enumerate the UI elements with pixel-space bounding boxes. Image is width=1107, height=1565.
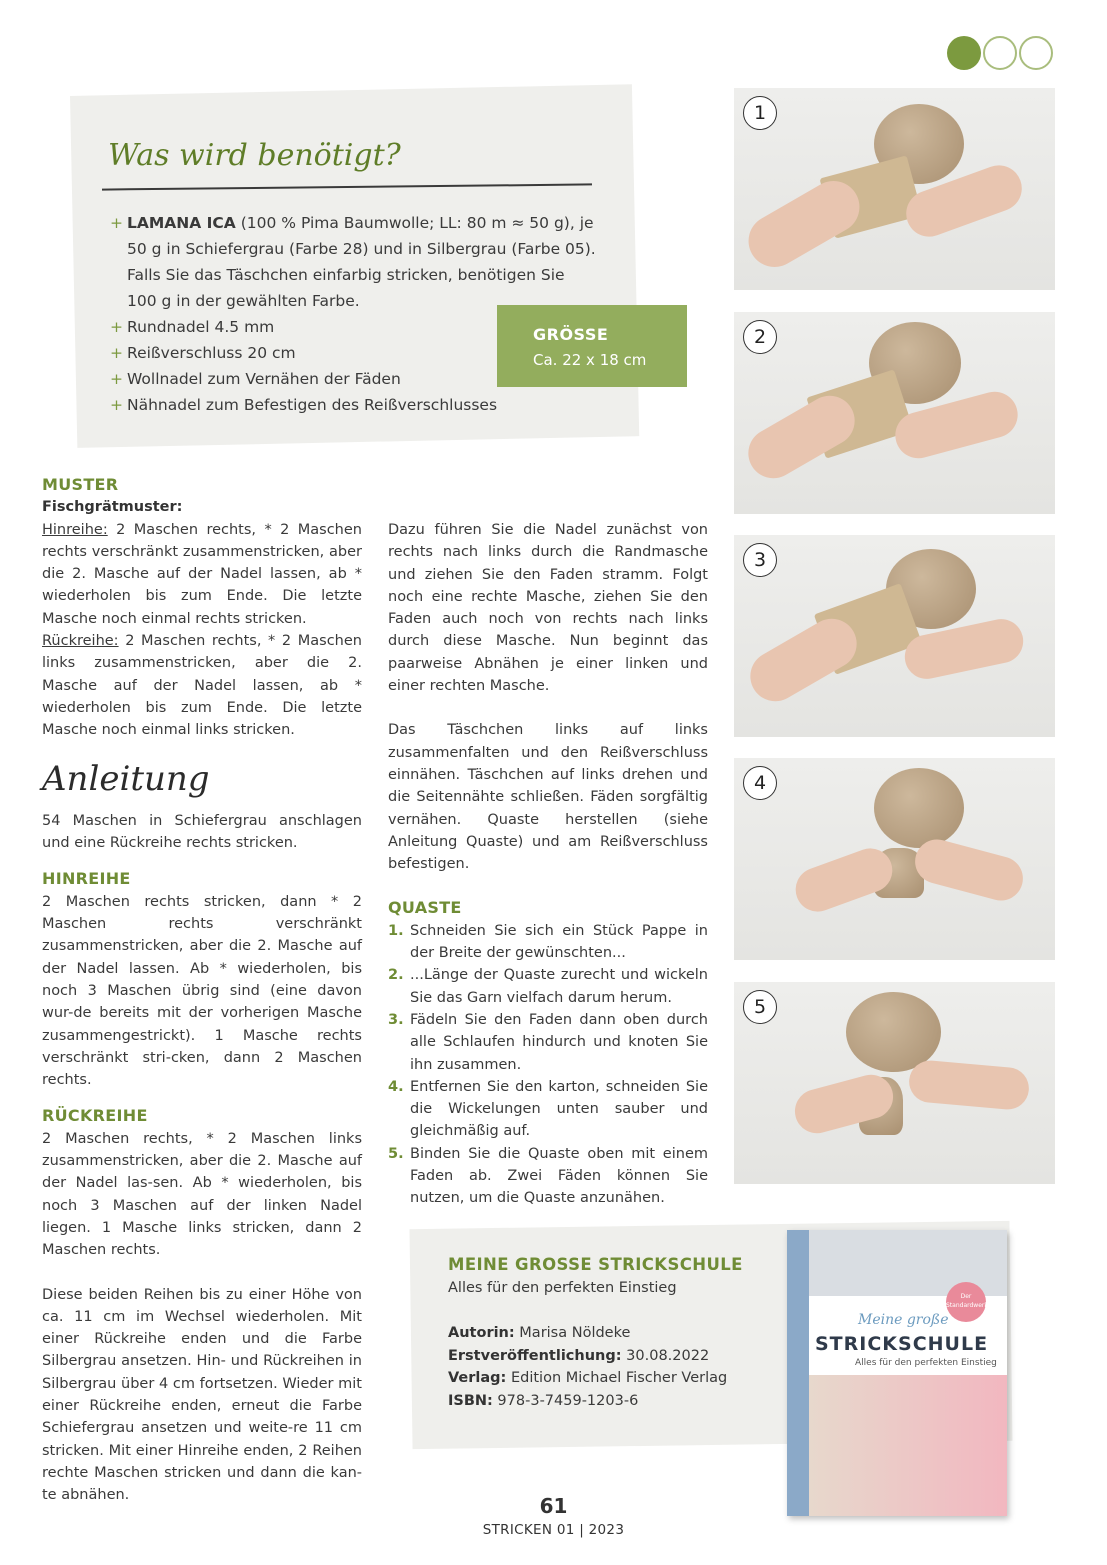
list-item: + Wollnadel zum Vernähen der Fäden [110,366,620,392]
rueckreihe-heading: RÜCKREIHE [42,1106,148,1126]
yarn-ball-image [874,768,964,848]
yarn-ball-icons [947,36,1053,70]
list-item: 1. Schneiden Sie sich ein Stück Pappe in der Breite der gewünschten... [388,922,708,962]
book-title: MEINE GROSSE STRICKSCHULE [448,1255,743,1274]
list-item: + Rundnadel 4.5 mm [110,314,620,340]
anleitung-intro: 54 Maschen in Schiefergrau anschlagen und eine Rückreihe rechts stricken. [42,812,362,852]
anleitung-title: Anleitung [42,758,210,799]
step-number: 2 [743,320,777,354]
page-number: 61 [539,1494,568,1518]
size-badge [497,305,687,387]
step-photo-5 [734,982,1055,1184]
step-number: 5 [743,990,777,1024]
book-metadata [448,1322,727,1412]
list-item: 4. Entfernen Sie den karton, schneiden Sie die Wickelungen unten sauber und gleichmäßig auf. [388,1078,708,1140]
book-isbn: ISBN: 978-3-7459-1203-6 [448,1392,639,1409]
list-item: 2. ...Länge der Quaste zurecht und wickeln Sie das Garn vielfach darum herum. [388,967,708,1006]
book-cover [787,1230,1007,1516]
rueckreihe-pattern: Rückreihe: 2 Maschen rechts, * 2 Maschen links zusammenstricken, aber die 2. Masche auf der Nadel lassen, ab * wiederholen bis zum Ende. Die letzte Masche noch einmal links stricken. [42,633,362,739]
hand-image [739,171,869,276]
step-photo-2 [734,312,1055,514]
muster-heading: MUSTER [42,475,119,494]
muster-subheading: Fischgrätmuster: [42,499,183,516]
size-value: Ca. 22 x 18 cm [533,351,647,369]
cover-script: Meine große [858,1312,949,1328]
yarn-ball-icon [947,36,981,70]
paragraph: Dazu führen Sie die Nadel zunächst von rechts nach links durch die Randmasche und ziehen Sie den Faden stramm. Folgt noch eine rechte Masche, ziehen Sie den Faden auch noch von rechts nach links durch diese Masche. Nun beginnt das paarweise Abnähen je einer linken und einer rechten Masche. [388,522,708,695]
hand-image [907,1059,1030,1111]
hand-image [789,842,898,918]
step-photo-1 [734,88,1055,290]
step-photo-4 [734,758,1055,960]
column-left [42,474,362,1506]
step-photo-3 [734,535,1055,737]
step-number: 4 [743,766,777,800]
list-item: 3. Fädeln Sie den Faden dann oben durch alle Schlaufen hindurch und knoten Sie ihn zusammen. [388,1011,708,1073]
hand-image [741,610,866,711]
step-number: 3 [743,543,777,577]
list-item: 5. Binden Sie die Quaste oben mit einem Faden ab. Zwei Fäden können Sie nutzen, um die Quaste anzunähen. [388,1145,708,1207]
book-subtitle: Alles für den perfekten Einstieg [448,1280,677,1296]
book-author: Autorin: Marisa Nöldeke [448,1325,631,1341]
yarn-ball-icon [983,36,1017,70]
hinreihe-text: 2 Maschen rechts stricken, dann * 2 Maschen rechts verschränkt zusammenstricken, aber die 2. Masche auf der Nadel lassen. Ab * wiederholen, bis noch 3 Maschen übrig sind (eine davon wur-de bereits mit der vorherigen Masche zusammengestrickt). 1 Masche rechts verschränkt stri-cken, dann 2 Maschen rechts. [42,893,362,1089]
hand-image [739,387,864,488]
magazine-issue: STRICKEN 01 | 2023 [482,1522,625,1538]
paragraph: Das Täschchen links auf links zusammenfalten und den Reißverschluss einnähen. Täschchen auf links drehen und die Seitennähte schließen. Fäden sorgfältig vernähen. Quaste herstellen (siehe Anleitung Quaste) und am Reißverschluss befestigen. [388,722,708,873]
book-publisher: Verlag: Edition Michael Fischer Verlag [448,1370,728,1386]
cover-subtitle: Alles für den perfekten Einstieg [855,1358,997,1368]
list-item: + LAMANA ICA (100 % Pima Baumwolle; LL: 80 m ≈ 50 g), je 50 g in Schiefergrau (Farbe 28) und in Silbergrau (Farbe 05). Falls Sie das Täschchen einfarbig stricken, benötigen Sie 100 g in der gewählten Farbe. [110,210,597,314]
hinreihe-heading: HINREIHE [42,869,131,889]
hand-image [910,835,1028,906]
rueckreihe-text: 2 Maschen rechts, * 2 Maschen links zusammenstricken, aber die 2. Masche auf der Nadel las-sen. Ab * wiederholen, bis noch 3 Maschen auf der linken Nadel liegen. 1 Masche links stricken, dann 2 Maschen rechts. [42,1130,362,1259]
yarn-ball-icon [1019,36,1053,70]
book-spine [787,1230,809,1516]
cover-title: STRICKSCHULE [815,1333,989,1355]
hinreihe-pattern: Hinreihe: 2 Maschen rechts, * 2 Maschen rechts verschränkt zusammenstricken, aber die 2. Masche auf der Nadel lassen, ab * wiederholen bis zum Ende. Die letzte Masche noch einmal rechts stricken. [42,521,362,627]
book-date: Erstveröffentlichung: 30.08.2022 [448,1347,710,1364]
quaste-steps [388,920,708,1210]
list-item: + Nähnadel zum Befestigen des Reißverschlusses [110,392,620,418]
step-number: 1 [743,96,777,130]
materials-title: Was wird benötigt? [108,138,401,173]
quaste-heading: QUASTE [388,898,462,918]
final-text: Diese beiden Reihen bis zu einer Höhe von ca. 11 cm im Wechsel wiederholen. Mit einer Rückreihe enden und die Farbe Silbergrau ansetzen. Hin- und Rückreihen in Silbergrau über 4 cm fortsetzen. Wieder mit einer Rückreihe enden, erneut die Farbe Schiefergrau ansetzen und weite-re 11 cm stricken. Mit einer Hinreihe enden, 2 Reihen rechte Maschen stricken und dann die kan-te abnähen. [42,1286,362,1504]
cover-badge: Der Standardwerk [946,1282,986,1322]
size-title: GRÖSSE [533,325,609,344]
list-item: + Reißverschluss 20 cm [110,340,620,366]
column-middle [388,519,708,1210]
